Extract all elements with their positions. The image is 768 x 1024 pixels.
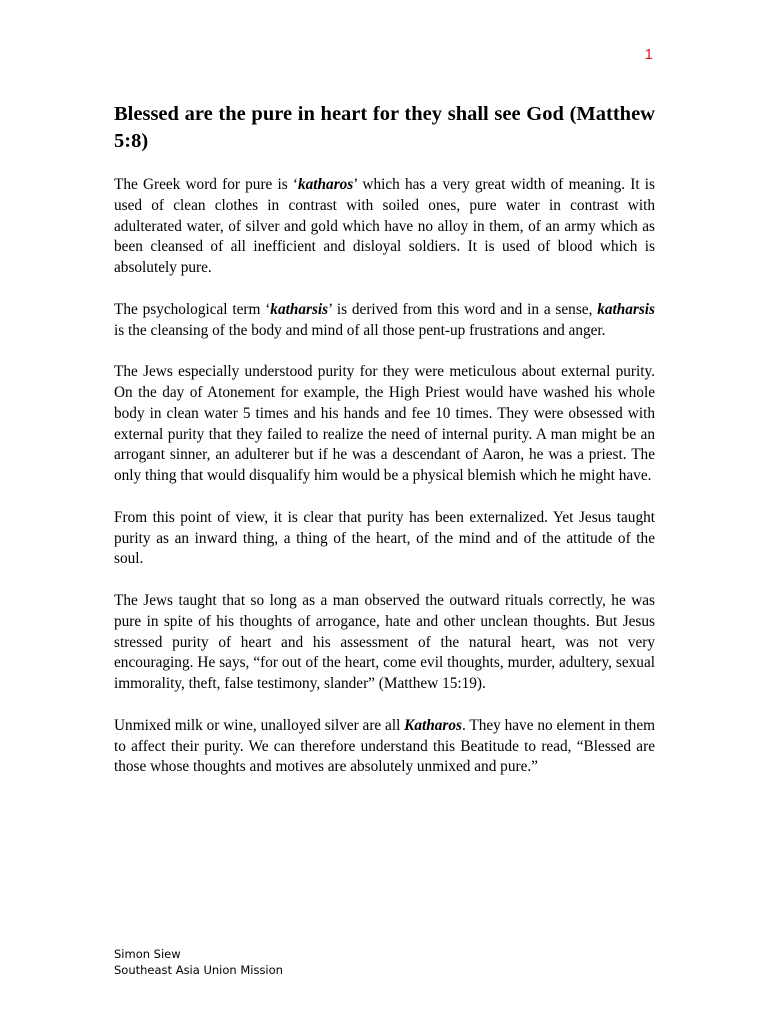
page-number: 1 [644,46,653,63]
paragraph [114,508,655,570]
document-title: Blessed are the pure in heart for they shall see God (Matthew 5:8) [114,103,655,152]
footer-author: Simon Siew [114,947,181,961]
paragraph-text: The Jews especially understood purity for they were meticulous about external purity. On the day of Atonement for example, the High Priest would have washed his whole body in clean water 5 times and his hands and fee 10 times. They were obsessed with external purity that they failed to realize the need of internal purity. A man might be an arrogant sinner, an adulterer but if he was a descendant of Aaron, he was a priest. The only thing that would disqualify him would be a physical blemish which he might have. [114,363,655,485]
paragraph-text: Unmixed milk or wine, unalloyed silver are all [114,716,405,734]
document-body [114,101,655,799]
footer [114,947,283,978]
paragraph [114,362,655,487]
paragraph-list [114,175,655,778]
paragraph [114,591,655,695]
paragraph-text: is the cleansing of the body and mind of all those pent-up frustrations and anger. [114,321,606,339]
paragraph-text: ’ is derived from this word and in a sense, [328,300,598,318]
greek-term: katharos [298,176,354,193]
footer-organization: Southeast Asia Union Mission [114,962,283,977]
paragraph [114,175,655,279]
greek-term: katharsis [270,300,329,318]
paragraph [114,716,655,778]
greek-term: Katharos [404,716,462,734]
paragraph-text: From this point of view, it is clear that purity has been externalized. Yet Jesus taught purity as an inward thing, a thing of the heart, of the mind and of the attitude of the soul. [114,508,655,568]
paragraph-text: . They have no element in them to affect their purity. We can therefore understand this Beatitude to read, “Blessed are those whose thoughts and motives are absolutely unmixed and pure.” [114,716,656,776]
paragraph-text: ’ which has a very great width of meaning. It is used of clean clothes in contrast with soiled ones, pure water in contrast with adulterated water, of silver and gold which have no alloy in them, of an army which as been cleansed of all inefficient and disloyal soldiers. It is used of blood which is absolutely pure. [114,176,655,277]
paragraph [114,300,655,342]
greek-term: katharsis [597,300,656,318]
paragraph-text: The Jews taught that so long as a man observed the outward rituals correctly, he was pure in spite of his thoughts of arrogance, hate and other unclean thoughts. But Jesus stressed purity of heart and his assessment of the natural heart, was not very encouraging. He says, “for out of the heart, come evil thoughts, murder, adultery, sexual immorality, theft, false testimony, slander” (Matthew 15:19). [114,591,655,693]
paragraph-text: The Greek word for pure is ‘ [114,176,298,193]
paragraph-text: The psychological term ‘ [114,300,271,318]
